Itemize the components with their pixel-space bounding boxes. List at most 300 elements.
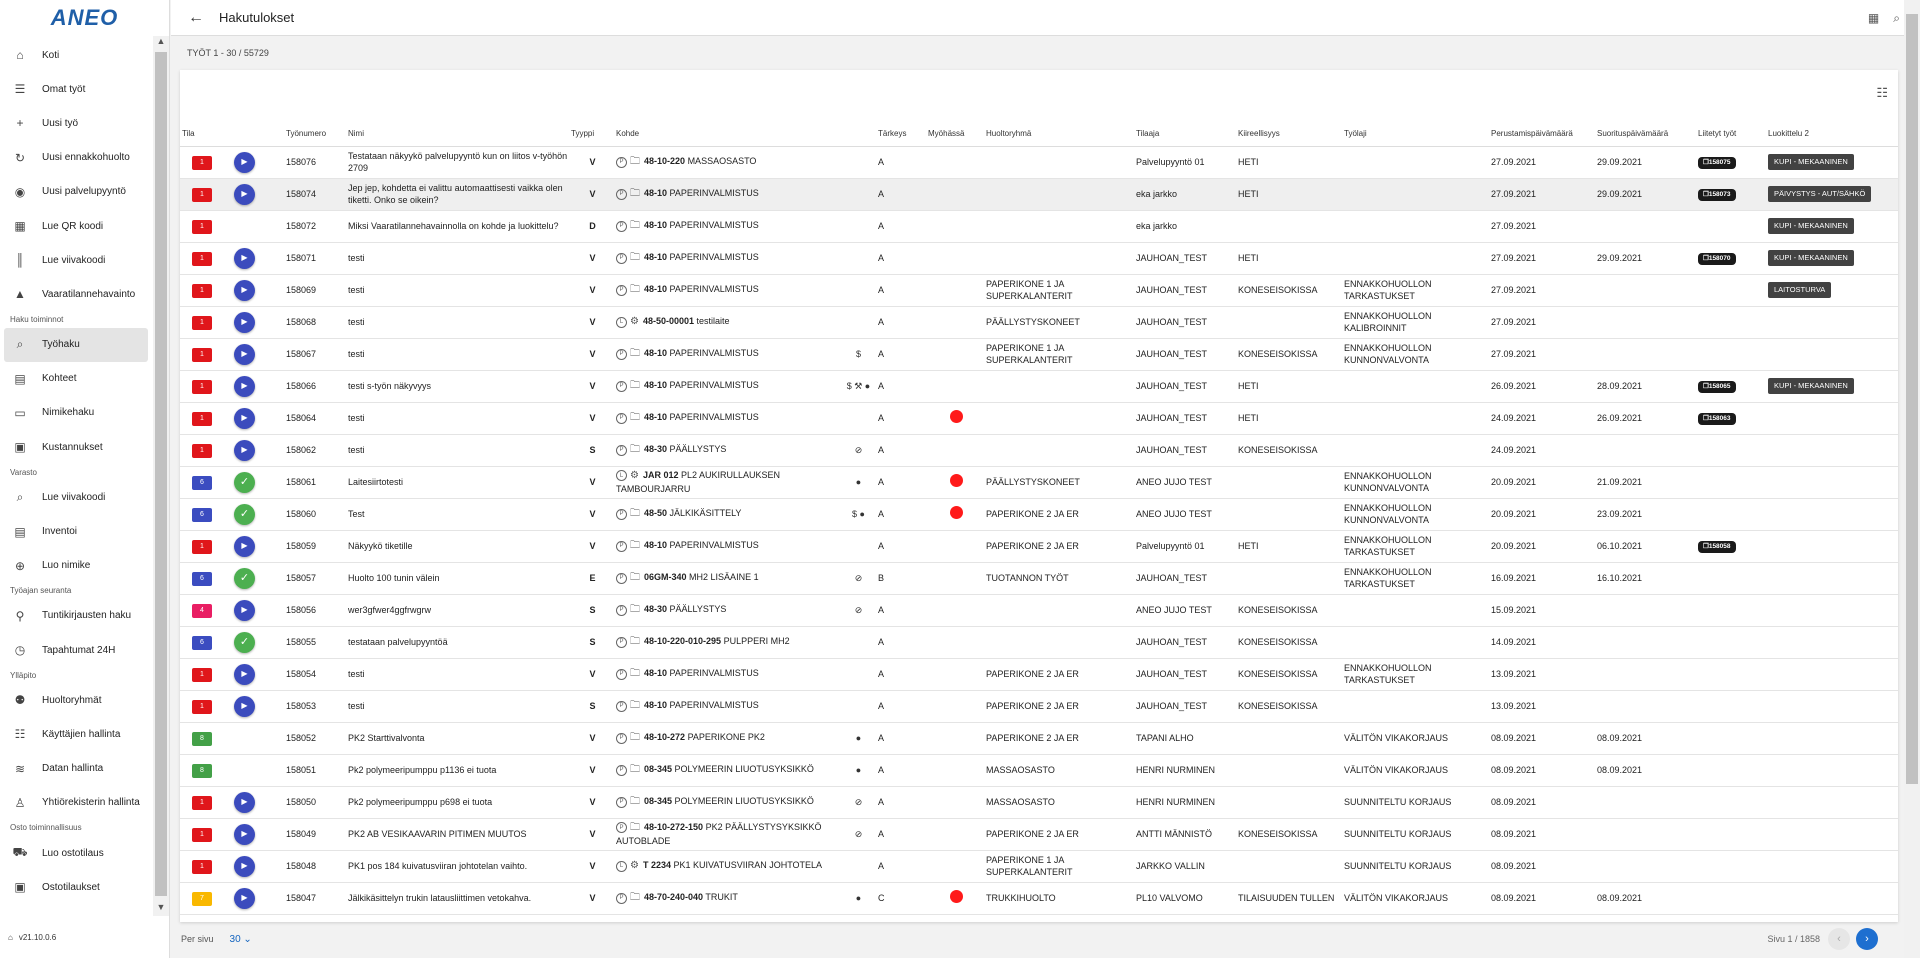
start-work-button[interactable]: ▶ [234,696,255,717]
work-type: S [569,594,614,626]
table-body [180,146,1898,914]
work-type: V [569,722,614,754]
completed-check-icon[interactable]: ✓ [234,632,255,653]
action-cell [232,754,284,786]
orderer: JAUHOAN_TEST [1134,274,1236,306]
folder-icon: 🗀 [630,380,640,392]
work-number[interactable]: 158051 [284,754,346,786]
start-work-button[interactable]: ▶ [234,536,255,557]
start-work-button[interactable]: ▶ [234,664,255,685]
work-name[interactable]: Jälkikäsittelyn trukin latausliittimen vetokahva. [346,882,569,914]
linked-work-chip[interactable] [1698,413,1736,426]
status-badge: 6 [192,476,212,490]
column-header[interactable]: Liitetyt työt [1696,122,1766,146]
table-row[interactable] [180,466,1898,498]
target-cell[interactable] [614,274,839,306]
sidebar-section-label: Varasto [10,467,37,477]
priority: A [876,850,926,882]
priority: A [876,658,926,690]
sidebar-item-26[interactable] [0,836,152,870]
work-type: E [569,562,614,594]
completed-check-icon[interactable]: ✓ [234,568,255,589]
excel-export-icon[interactable]: ▦ [1867,11,1880,25]
column-header[interactable]: Tärkeys [876,122,926,146]
work-kind: ENNAKKOHUOLLON TARKASTUKSET [1342,562,1489,594]
linked-works-cell [1696,338,1766,370]
sidebar-item-11[interactable] [0,396,152,430]
per-page-select[interactable] [230,934,252,945]
target-cell[interactable] [614,306,839,338]
urgency: KONESEISOKISSA [1236,626,1342,658]
column-header[interactable] [232,122,284,146]
sidebar-item-5[interactable] [0,209,152,243]
classification-cell [1766,882,1898,914]
work-number[interactable]: 158071 [284,242,346,274]
table-row[interactable] [180,754,1898,786]
folder-icon: 🗀 [630,188,640,200]
indicator-icons [839,210,876,242]
column-header[interactable]: Kiireellisyys [1236,122,1342,146]
sidebar-item-2[interactable] [0,106,152,140]
classification-cell [1766,402,1898,434]
work-number[interactable]: 158055 [284,626,346,658]
column-header[interactable]: Nimi [346,122,569,146]
work-number[interactable]: 158056 [284,594,346,626]
target-cell[interactable] [614,690,839,722]
target-code: 48-10-272 [644,732,686,743]
table-row[interactable] [180,370,1898,402]
page-scroll-thumb[interactable] [1906,14,1918,784]
sidebar-item-14[interactable] [0,480,152,514]
work-name[interactable]: testi [346,690,569,722]
start-work-button[interactable]: ▶ [234,344,255,365]
sidebar-item-7[interactable] [0,277,152,311]
start-work-button[interactable]: ▶ [234,408,255,429]
target-cell[interactable] [614,754,839,786]
target-code: 48-30 [644,444,668,455]
sidebar-item-27[interactable] [0,870,152,904]
start-work-button[interactable]: ▶ [234,248,255,269]
work-name[interactable]: Laitesiirtotesti [346,466,569,498]
page-scrollbar[interactable] [1904,0,1920,958]
warning-icon: ▲ [14,287,26,302]
target-type-icon: P [616,509,627,520]
column-header[interactable]: Suorituspäivämäärä [1595,122,1696,146]
column-settings-icon[interactable]: ☷ [1876,85,1888,100]
qr-icon: ▦ [14,219,26,234]
work-name[interactable]: testi [346,434,569,466]
status-badge: 1 [192,284,212,298]
start-work-button[interactable]: ▶ [234,376,255,397]
start-work-button[interactable]: ▶ [234,600,255,621]
work-name[interactable]: Miksi Vaaratilannehavainnolla on kohde ja luokittelu? [346,210,569,242]
work-number[interactable]: 158062 [284,434,346,466]
work-name[interactable]: testi [346,306,569,338]
orderer: JAUHOAN_TEST [1134,402,1236,434]
target-name: POLYMEERIN LIUOTUSYKSIKKÖ [674,796,814,807]
column-header[interactable] [839,122,876,146]
status-cell [180,786,232,818]
target-cell[interactable] [614,434,839,466]
late-dot-icon [950,890,963,903]
list-box-icon: ▤ [14,371,26,386]
target-code: 48-10 [644,188,668,199]
start-work-button[interactable]: ▶ [234,856,255,877]
work-name[interactable]: Pk2 polymeeripumppu p1136 ei tuota [346,754,569,786]
target-code: 48-50-00001 [642,316,695,327]
target-name: testilaite [696,316,730,327]
target-name: PL2 AUKIRULLAUKSEN TAMBOURJARRU [616,470,781,494]
work-number[interactable]: 158064 [284,402,346,434]
execution-date: 23.09.2021 [1595,498,1696,530]
header-actions [1868,0,1900,36]
target-cell[interactable] [614,178,839,210]
linked-work-chip[interactable] [1698,253,1736,266]
sidebar-item-0[interactable] [0,38,152,72]
work-number[interactable]: 158066 [284,370,346,402]
gear-icon: ⚙ [630,470,639,482]
table-row[interactable] [180,530,1898,562]
sidebar-item-19[interactable] [0,633,152,667]
work-type: V [569,466,614,498]
created-date: 20.09.2021 [1489,498,1595,530]
target-cell[interactable] [614,210,839,242]
inventory-icon: ▤ [14,524,26,539]
sidebar-item-23[interactable] [0,752,152,786]
indicator-icons [839,658,876,690]
execution-date: 08.09.2021 [1595,754,1696,786]
sidebar-scroll-thumb[interactable] [155,52,167,896]
sidebar-nav [0,38,152,918]
work-name[interactable]: testi s-työn näkyvyys [346,370,569,402]
target-cell[interactable] [614,530,839,562]
sidebar-item-16[interactable] [0,549,152,583]
late-cell [926,178,984,210]
add-circle-icon: ⊕ [14,558,26,573]
work-number[interactable]: 158048 [284,850,346,882]
target-cell[interactable] [614,338,839,370]
action-cell [232,306,284,338]
work-number[interactable]: 158047 [284,882,346,914]
target-name: PAPERINVALMISTUS [669,252,759,263]
start-work-button[interactable]: ▶ [234,792,255,813]
status-badge: 8 [192,732,212,746]
start-work-button[interactable]: ▶ [234,824,255,845]
column-header[interactable]: Huoltoryhmä [984,122,1134,146]
execution-date: 29.09.2021 [1595,146,1696,178]
table-row[interactable] [180,626,1898,658]
work-kind: ENNAKKOHUOLLON TARKASTUKSET [1342,530,1489,562]
sidebar-item-9[interactable] [4,328,148,362]
late-cell [926,210,984,242]
status-badge: 1 [192,156,212,170]
priority: A [876,178,926,210]
sidebar-item-18[interactable] [0,599,152,633]
execution-date [1595,850,1696,882]
target-cell[interactable] [614,370,839,402]
table-row[interactable] [180,434,1898,466]
work-name[interactable]: Jep jep, kohdetta ei valittu automaattisesti vaikka olen tiketti. Onko se oikein? [346,178,569,210]
status-badge: 6 [192,636,212,650]
table-row[interactable] [180,146,1898,178]
classification-cell [1766,274,1898,306]
work-name[interactable]: Pk2 polymeeripumppu p698 ei tuota [346,786,569,818]
target-cell[interactable] [614,818,839,850]
home-icon: ⌂ [16,48,24,63]
work-number[interactable]: 158061 [284,466,346,498]
work-name[interactable]: Testataan näkyykö palvelupyyntö kun on liitos v-työhön 2709 [346,146,569,178]
late-cell [926,338,984,370]
work-name[interactable]: PK2 AB VESIKAAVARIN PITIMEN MUUTOS [346,818,569,850]
column-header[interactable]: Tyyppi [569,122,614,146]
work-name[interactable]: testi [346,402,569,434]
table-row[interactable] [180,338,1898,370]
sidebar-item-10[interactable] [0,362,152,396]
linked-work-chip[interactable] [1698,541,1736,554]
target-name: JÄLKIKÄSITTELY [669,508,742,519]
orderer: PL10 VALVOMO [1134,882,1236,914]
work-name[interactable]: Huolto 100 tunin välein [346,562,569,594]
target-cell[interactable] [614,786,839,818]
linked-work-chip[interactable] [1698,157,1736,170]
table-row[interactable] [180,274,1898,306]
late-cell [926,274,984,306]
sidebar-item-22[interactable] [0,717,152,751]
linked-work-chip[interactable] [1698,189,1736,202]
work-name[interactable]: Test [346,498,569,530]
work-number[interactable]: 158059 [284,530,346,562]
classification-cell [1766,626,1898,658]
target-cell[interactable] [614,882,839,914]
work-type: V [569,178,614,210]
sidebar-item-15[interactable] [0,514,152,548]
target-code: 48-10-220-010-295 [644,636,722,647]
work-number[interactable]: 158074 [284,178,346,210]
created-date: 27.09.2021 [1489,146,1595,178]
created-date: 27.09.2021 [1489,242,1595,274]
status-cell [180,722,232,754]
target-cell[interactable] [614,658,839,690]
target-code: 48-10 [644,700,668,711]
table-row[interactable] [180,306,1898,338]
table-row[interactable] [180,242,1898,274]
work-name[interactable]: testataan palvelupyyntöä [346,626,569,658]
per-page-value: 30 [229,933,241,945]
work-number[interactable]: 158052 [284,722,346,754]
target-cell[interactable] [614,242,839,274]
table-row[interactable] [180,786,1898,818]
indicator-icons: $ ● [839,498,876,530]
back-arrow-icon[interactable]: ← [188,8,204,26]
work-number[interactable]: 158060 [284,498,346,530]
late-cell [926,242,984,274]
column-header[interactable]: Työnumero [284,122,346,146]
column-header[interactable]: Työlaji [1342,122,1489,146]
target-name: PULPPERI MH2 [723,636,790,647]
scroll-down-icon[interactable]: ▼ [156,902,166,912]
target-code: 48-10 [644,220,668,231]
column-header[interactable]: Kohde [614,122,839,146]
target-cell[interactable] [614,850,839,882]
target-cell[interactable] [614,594,839,626]
column-header[interactable]: Tila [180,122,232,146]
table-row[interactable] [180,690,1898,722]
work-type: V [569,530,614,562]
sidebar-item-24[interactable] [0,786,152,820]
work-number[interactable]: 158076 [284,146,346,178]
folder-icon: 🗀 [630,604,640,616]
work-number[interactable]: 158050 [284,786,346,818]
table-row[interactable] [180,818,1898,850]
table-row[interactable] [180,882,1898,914]
target-cell[interactable] [614,562,839,594]
target-cell[interactable] [614,146,839,178]
status-badge: 1 [192,380,212,394]
work-number[interactable]: 158068 [284,306,346,338]
work-type: V [569,274,614,306]
table-row[interactable] [180,850,1898,882]
sidebar-item-3[interactable] [0,141,152,175]
linked-work-number: 158073 [1708,190,1731,198]
execution-date [1595,658,1696,690]
sidebar-item-label: Datan hallinta [42,763,104,775]
target-name: PAPERINVALMISTUS [669,380,759,391]
work-name[interactable]: testi [346,338,569,370]
work-name[interactable]: testi [346,242,569,274]
work-kind: ENNAKKOHUOLLON KALIBROINNIT [1342,306,1489,338]
priority: A [876,434,926,466]
next-page-button[interactable]: › [1856,928,1878,950]
work-number[interactable]: 158067 [284,338,346,370]
database-icon: ≋ [14,761,26,776]
scroll-up-icon[interactable]: ▲ [156,36,166,46]
column-header[interactable]: Tilaaja [1134,122,1236,146]
table-row[interactable] [180,210,1898,242]
start-work-button[interactable]: ▶ [234,280,255,301]
target-cell[interactable] [614,626,839,658]
table-row[interactable] [180,722,1898,754]
work-name[interactable]: testi [346,658,569,690]
late-cell [926,370,984,402]
target-cell[interactable] [614,498,839,530]
execution-date [1595,434,1696,466]
search-icon[interactable]: ⌕ [1893,10,1900,25]
work-type: V [569,786,614,818]
table-row[interactable] [180,402,1898,434]
sidebar-item-12[interactable] [0,430,152,464]
start-work-button[interactable]: ▶ [234,888,255,909]
work-number[interactable]: 158054 [284,658,346,690]
column-header[interactable]: Perustamispäivämäärä [1489,122,1595,146]
work-number[interactable]: 158053 [284,690,346,722]
table-row[interactable] [180,498,1898,530]
orderer: HENRI NURMINEN [1134,786,1236,818]
action-cell [232,338,284,370]
target-type-icon: P [616,381,627,392]
created-date: 16.09.2021 [1489,562,1595,594]
target-cell[interactable] [614,722,839,754]
sidebar-scrollbar[interactable] [153,36,169,916]
start-work-button[interactable]: ▶ [234,152,255,173]
sidebar-item-4[interactable] [0,175,152,209]
target-cell[interactable] [614,402,839,434]
maintenance-group: PAPERIKONE 1 JA SUPERKALANTERIT [984,338,1134,370]
status-cell [180,658,232,690]
work-name[interactable]: PK2 Starttivalvonta [346,722,569,754]
prev-page-button[interactable]: ‹ [1828,928,1850,950]
status-cell [180,690,232,722]
clipboard-icon: ▭ [14,405,26,420]
work-kind [1342,370,1489,402]
column-header[interactable]: Luokittelu 2 [1766,122,1898,146]
target-type-icon: P [616,637,627,648]
target-name: PAPERINVALMISTUS [669,284,759,295]
classification-cell [1766,178,1898,210]
late-cell [926,594,984,626]
maintenance-group [984,402,1134,434]
sidebar-item-21[interactable] [0,683,152,717]
status-cell [180,402,232,434]
orderer: ANEO JUJO TEST [1134,498,1236,530]
completed-check-icon[interactable]: ✓ [234,504,255,525]
column-header[interactable]: Myöhässä [926,122,984,146]
work-name[interactable]: PK1 pos 184 kuivatusviiran johtotelan vaihto. [346,850,569,882]
priority: A [876,146,926,178]
sidebar-item-6[interactable] [0,243,152,277]
work-number[interactable]: 158057 [284,562,346,594]
classification-cell [1766,466,1898,498]
work-number[interactable]: 158069 [284,274,346,306]
urgency: KONESEISOKISSA [1236,658,1342,690]
work-name[interactable]: testi [346,274,569,306]
sidebar-item-1[interactable] [0,72,152,106]
table-row[interactable] [180,594,1898,626]
work-kind: SUUNNITELTU KORJAUS [1342,850,1489,882]
sidebar-item-label: Vaaratilannehavainto [42,288,136,300]
folder-icon: 🗀 [630,700,640,712]
table-row[interactable] [180,178,1898,210]
start-work-button[interactable]: ▶ [234,184,255,205]
aneo-logo[interactable]: ANEO [50,5,119,30]
table-row[interactable] [180,658,1898,690]
start-work-button[interactable]: ▶ [234,440,255,461]
priority: A [876,722,926,754]
urgency [1236,754,1342,786]
start-work-button[interactable]: ▶ [234,312,255,333]
work-number[interactable]: 158049 [284,818,346,850]
work-name[interactable]: wer3gfwer4ggfrwgrw [346,594,569,626]
created-date: 24.09.2021 [1489,402,1595,434]
priority: A [876,690,926,722]
indicator-icons: ● [839,882,876,914]
linked-work-chip[interactable] [1698,381,1736,394]
target-cell[interactable] [614,466,839,498]
completed-check-icon[interactable]: ✓ [234,472,255,493]
priority: A [876,210,926,242]
target-type-icon: P [616,669,627,680]
execution-date [1595,274,1696,306]
orderer: ANTTI MÄNNISTÖ [1134,818,1236,850]
classification-tag: KUPI - MEKAANINEN [1768,154,1854,170]
work-number[interactable]: 158072 [284,210,346,242]
sidebar-item-label: Tuntikirjausten haku [42,610,132,622]
status-badge: 6 [192,572,212,586]
table-row[interactable] [180,562,1898,594]
per-page-label: Per sivu [181,934,214,944]
work-kind: VÄLITÖN VIKAKORJAUS [1342,722,1489,754]
late-cell [926,754,984,786]
work-name[interactable]: Näkyykö tiketille [346,530,569,562]
